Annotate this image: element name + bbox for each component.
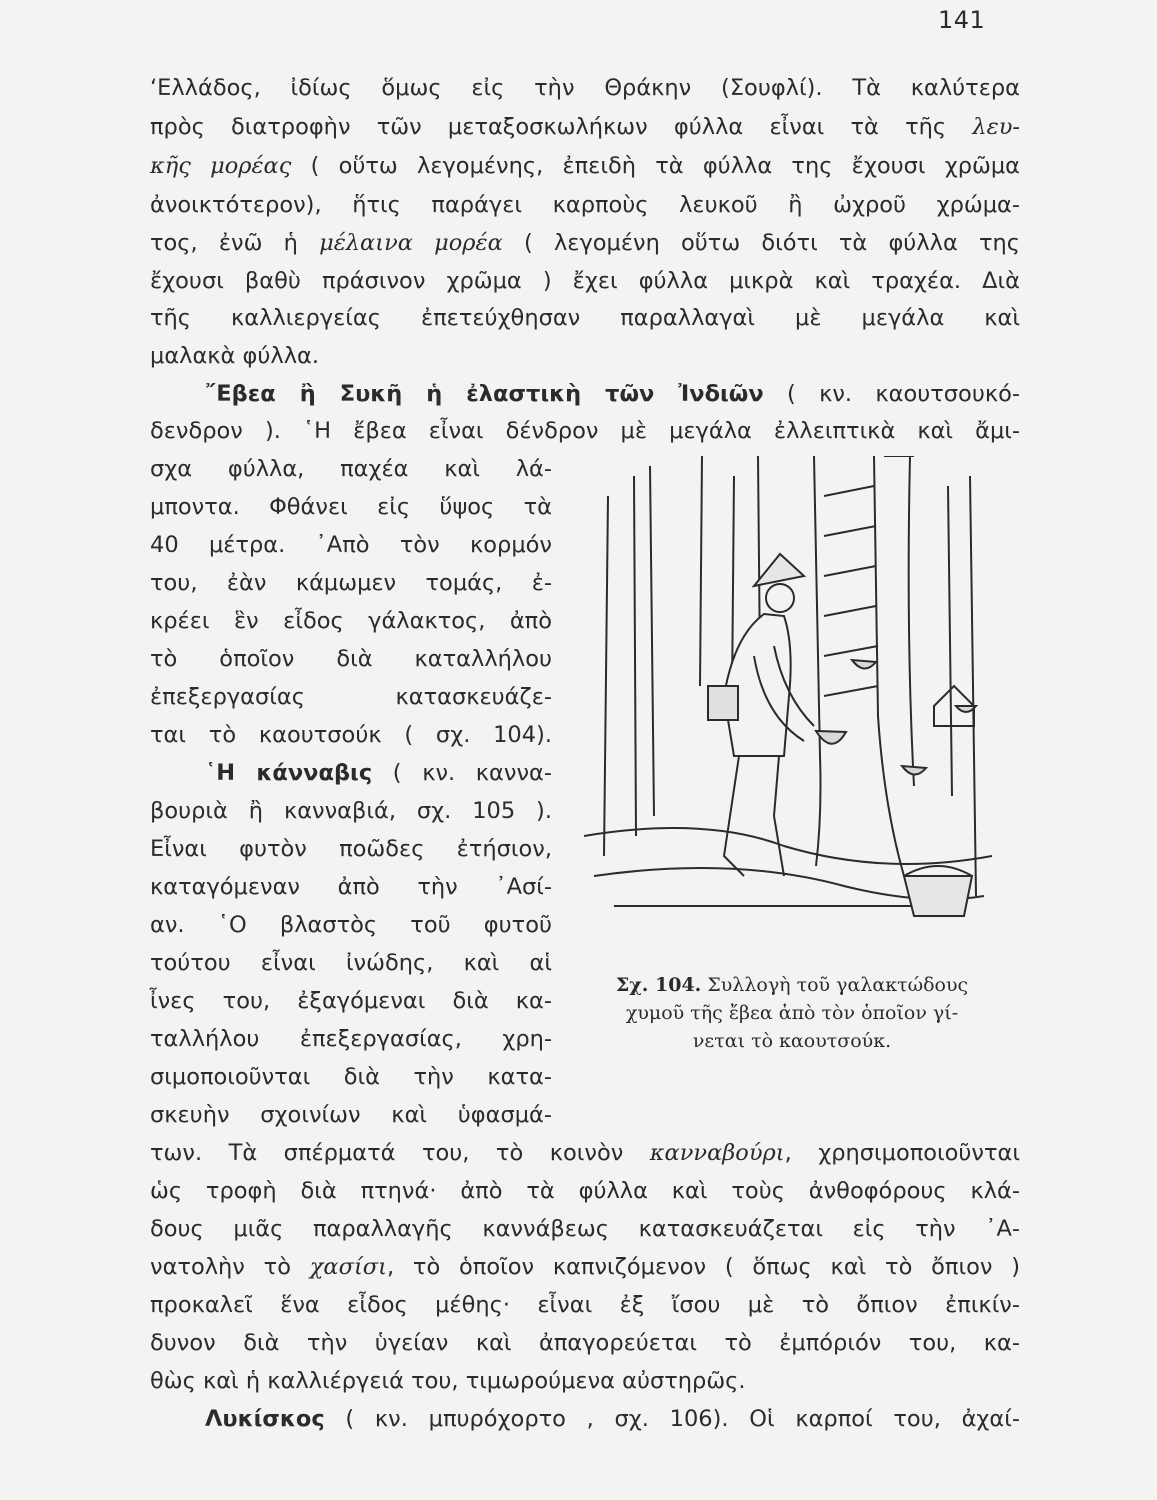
figure-number: Σχ. 104.	[615, 974, 702, 996]
text-line: Εἶναι φυτὸν ποῶδες ἐτήσιον,	[150, 836, 552, 862]
text-line: ἐπεξεργασίας κατασκευάζε-	[150, 684, 552, 710]
italic-term: μέλαινα μορέα	[319, 230, 503, 256]
text-line: τούτου εἶναι ἰνώδης, καὶ αἱ	[150, 950, 552, 976]
italic-term: χασίσι	[309, 1254, 387, 1280]
text-line: μαλακὰ φύλλα.	[150, 343, 320, 369]
text-line: καταγόμεναν ἀπὸ τὴν ᾿Ασί-	[150, 874, 552, 900]
text-line: μποντα. Φθάνει εἰς ὕψος τὰ	[150, 494, 552, 520]
text-line: ἶνες του, ἐξαγόμεναι διὰ κα-	[150, 988, 552, 1014]
text-line: σχα φύλλα, παχέα καὶ λά-	[150, 456, 552, 482]
text-line: ταλλήλου ἐπεξεργασίας, χρη-	[150, 1026, 552, 1052]
text-line: τῆς καλλιεργείας ἐπετεύχθησαν παραλλαγαὶ μὲ μεγάλα καὶ	[150, 305, 1020, 331]
text-line: δυνον διὰ τὴν ὑγείαν καὶ ἀπαγορεύεται τὸ ἐμπόριόν του, κα-	[150, 1330, 1020, 1356]
text-line: του, ἐὰν κάμωμεν τομάς, ἐ-	[150, 570, 552, 596]
page-number: 141	[938, 6, 986, 34]
text-line: κῆς μορέας ( οὕτω λεγομένης, ἐπειδὴ τὰ φύλλα της ἔχουσι χρῶμα	[150, 153, 1020, 179]
figure-caption-line: Σχ. 104. Συλλογὴ τοῦ γαλακτώδους	[615, 974, 969, 996]
text-line: ἔχουσι βαθὺ πράσινον χρῶμα ) ἔχει φύλλα μικρὰ καὶ τραχέα. Διὰ	[150, 268, 1020, 294]
text-line: τος, ἐνῶ ἡ μέλαινα μορέα ( λεγομένη οὕτω διότι τὰ φύλλα της	[150, 230, 1020, 256]
text-line: των. Τὰ σπέρματά του, τὸ κοινὸν κανναβούρι, χρησιμοποιοῦνται	[150, 1140, 1020, 1166]
text-line: σκευὴν σχοινίων καὶ ὑφασμά-	[150, 1102, 552, 1128]
text-line: σιμοποιοῦνται διὰ τὴν κατα-	[150, 1064, 552, 1090]
text-line: δους μιᾶς παραλλαγῆς καννάβεως κατασκευάζεται εἰς τὴν ᾿Α-	[150, 1216, 1020, 1242]
text-line: ῾Η κάνναβις ( κν. καννα-	[205, 760, 552, 786]
figure-caption-line: νεται τὸ καουτσούκ.	[692, 1030, 892, 1052]
text-line: ὡς τροφὴ διὰ πτηνά· ἀπὸ τὰ φύλλα καὶ τοὺς ἀνθοφόρους κλά-	[150, 1178, 1020, 1204]
text-line: νατολὴν τὸ χασίσι, τὸ ὁποῖον καπνιζόμενον ( ὅπως καὶ τὸ ὄπιον )	[150, 1254, 1020, 1280]
rubber-tapping-illustration	[584, 456, 992, 926]
text-line: ἀνοικτότερον), ἥτις παράγει καρποὺς λευκοῦ ἢ ὠχροῦ χρώμα-	[150, 192, 1020, 218]
text-line: προκαλεῖ ἕνα εἶδος μέθης· εἶναι ἐξ ἴσου μὲ τὸ ὄπιον ἐπικίν-	[150, 1292, 1020, 1318]
italic-term: κανναβούρι	[649, 1140, 785, 1166]
section-heading-hops: Λυκίσκος	[205, 1406, 325, 1432]
text-line: ῎Εβεα ἢ Συκῆ ἡ ἐλαστικὴ τῶν Ἰνδιῶν ( κν. καουτσουκό-	[205, 381, 1020, 407]
figure-caption-line: χυμοῦ τῆς ἔβεα ἀπὸ τὸν ὁποῖον γί-	[625, 1002, 959, 1024]
text-line: δενδρον ). ῾Η ἔβεα εἶναι δένδρον μὲ μεγάλα ἐλλειπτικὰ καὶ ἄμι-	[150, 418, 1020, 444]
italic-term: κῆς μορέας	[150, 153, 292, 179]
text-line: ‘Ελλάδος, ἰδίως ὅμως εἰς τὴν Θράκην (Σουφλί). Τὰ καλύτερα	[150, 75, 1020, 101]
text-line: 40 μέτρα. ᾿Απὸ τὸν κορμόν	[150, 532, 552, 558]
text-line: αν. ῾Ο βλαστὸς τοῦ φυτοῦ	[150, 912, 552, 938]
text-line: θὼς καὶ ἡ καλλιέργειά του, τιμωρούμενα αὐστηρῶς.	[150, 1368, 746, 1394]
text-line: κρέει ἓν εἶδος γάλακτος, ἀπὸ	[150, 608, 552, 634]
italic-term: λευ-	[972, 114, 1020, 140]
text-line: Λυκίσκος ( κν. μπυρόχορτο , σχ. 106). Οἱ καρποί του, ἀχαί-	[205, 1406, 1020, 1432]
text-line: πρὸς διατροφὴν τῶν μεταξοσκωλήκων φύλλα εἶναι τὰ τῆς λευ-	[150, 114, 1020, 140]
text-line: τὸ ὁποῖον διὰ καταλλήλου	[150, 646, 552, 672]
text-line: ται τὸ καουτσούκ ( σχ. 104).	[150, 722, 552, 748]
section-heading-cannabis: ῾Η κάνναβις	[205, 760, 373, 786]
section-heading-hevea: ῎Εβεα ἢ Συκῆ ἡ ἐλαστικὴ τῶν Ἰνδιῶν	[205, 381, 764, 407]
text-line: βουριὰ ἢ κανναβιά, σχ. 105 ).	[150, 798, 552, 824]
